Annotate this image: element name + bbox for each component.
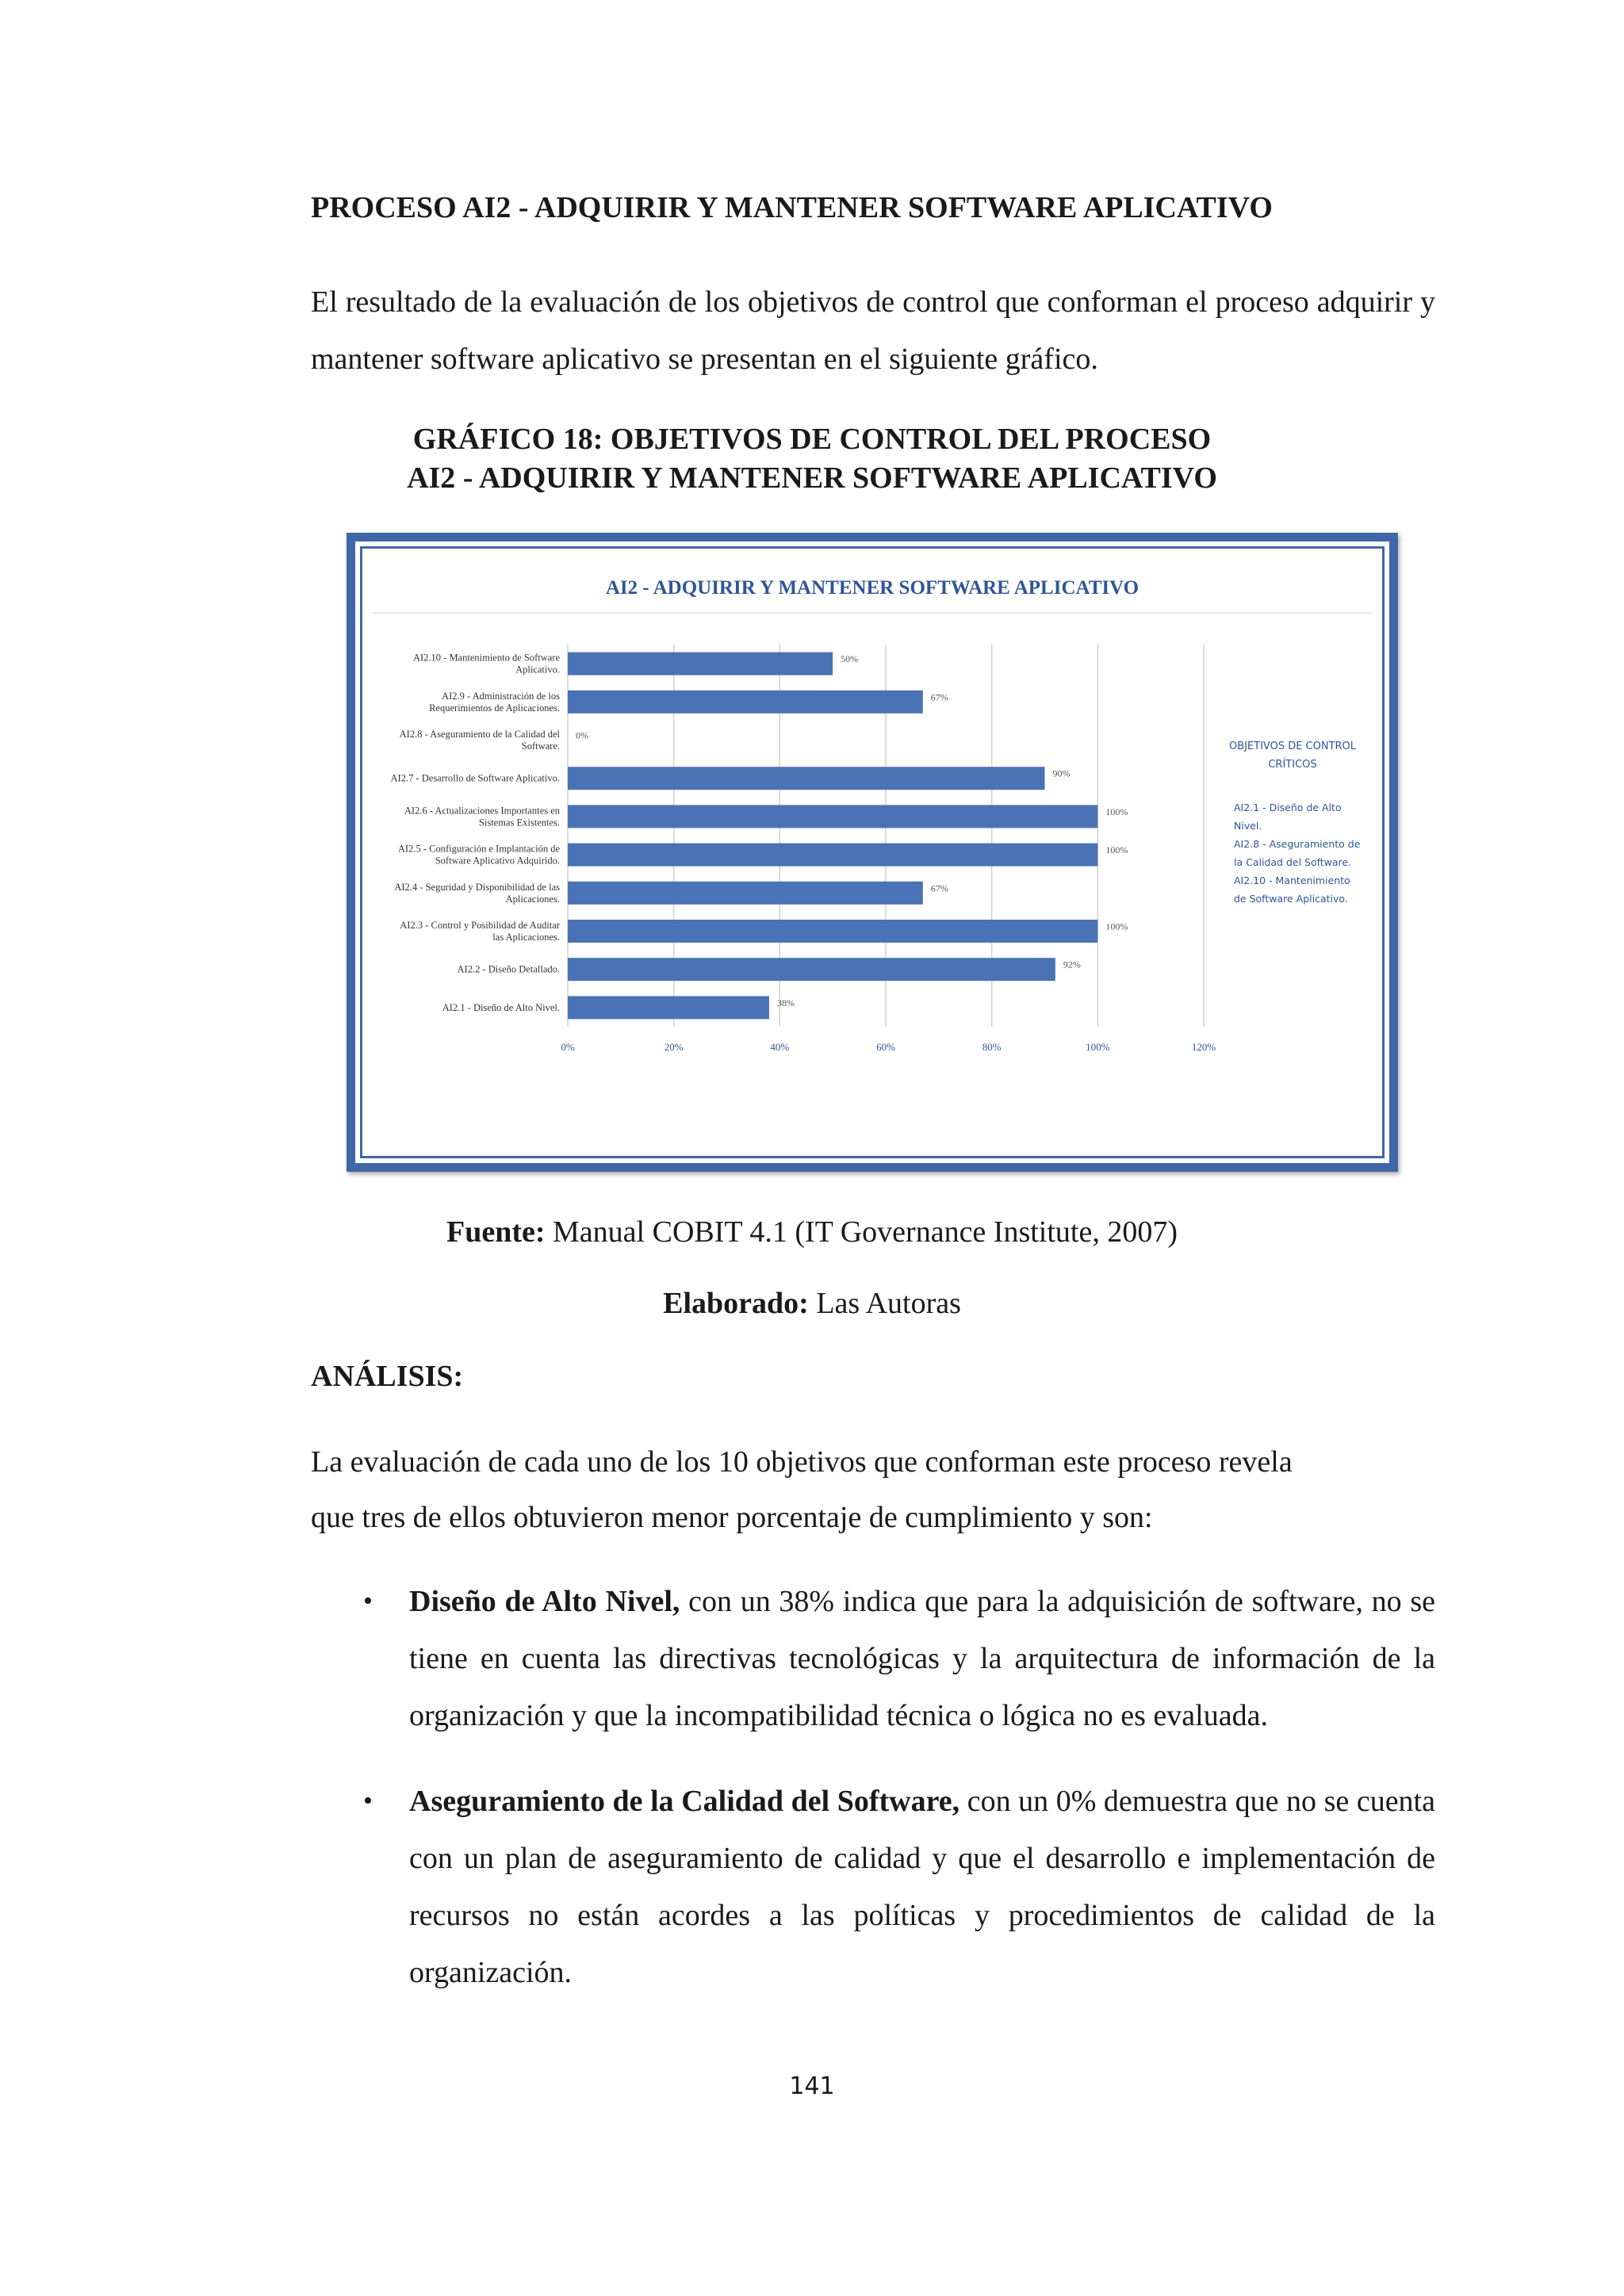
chart-title: AI2 - ADQUIRIR Y MANTENER SOFTWARE APLICATIVO: [605, 577, 1139, 599]
side-note-line: AI2.8 - Aseguramiento de: [1234, 838, 1361, 850]
category-label: AI2.9 - Administración de los: [442, 690, 560, 702]
category-label: AI2.2 - Diseño Detallado.: [457, 963, 560, 975]
bullet-item-diseno: [311, 1573, 1435, 1744]
bar: [568, 652, 833, 675]
chart-frame: [347, 533, 1398, 1172]
data-label: 100%: [1105, 920, 1128, 932]
x-tick-label: 120%: [1191, 1041, 1216, 1053]
bullet-bold: Aseguramiento de la Calidad del Software,: [409, 1785, 960, 1818]
data-label: 67%: [930, 882, 948, 894]
bar: [568, 958, 1055, 981]
data-label: 38%: [776, 997, 795, 1008]
category-label: AI2.8 - Aseguramiento de la Calidad del: [399, 729, 560, 740]
analysis-line-1: La evaluación de cada uno de los 10 objetivos que conforman este proceso revela: [311, 1445, 1293, 1479]
bullet-text: con un 38% indica que para la adquisición de software, no se tiene en cuenta las directivas tecnológicas y la arquitectura de información de la organización y que la incompatibilidad técnica o lógica no es evaluada.: [409, 1585, 1435, 1732]
bar: [568, 844, 1097, 867]
data-label: 67%: [930, 691, 948, 703]
category-label: Requerimientos de Aplicaciones.: [429, 702, 560, 714]
section-title: PROCESO AI2 - ADQUIRIR Y MANTENER SOFTWARE APLICATIVO: [311, 191, 1273, 224]
category-label: AI2.1 - Diseño de Alto Nivel.: [442, 1001, 560, 1013]
category-label: AI2.6 - Actualizaciones Importantes en: [404, 805, 560, 817]
category-label: Sistemas Existentes.: [478, 817, 560, 828]
bullet-list: [311, 1573, 1435, 2001]
x-tick-label: 20%: [664, 1041, 684, 1053]
prepared-label: Elaborado:: [663, 1287, 809, 1320]
figure-caption-line2: AI2 - ADQUIRIR Y MANTENER SOFTWARE APLICATIVO: [407, 461, 1217, 495]
x-tick-label: 0%: [561, 1041, 575, 1053]
category-label: AI2.4 - Seguridad y Disponibilidad de las: [394, 881, 560, 893]
category-label: AI2.7 - Desarrollo de Software Aplicativo.: [390, 772, 560, 784]
category-label: las Aplicaciones.: [492, 932, 560, 943]
side-note-line: Nivel.: [1234, 820, 1262, 832]
figure-caption-line1: GRÁFICO 18: OBJETIVOS DE CONTROL DEL PROCESO: [412, 423, 1212, 456]
category-label: Aplicativo.: [515, 664, 560, 675]
category-label: AI2.10 - Mantenimiento de Software: [412, 652, 560, 664]
figure-caption: [0, 420, 1624, 498]
category-label: AI2.3 - Control y Posibilidad de Auditar: [400, 920, 560, 931]
page-number: 141: [789, 2072, 835, 2100]
side-note-line: la Calidad del Software.: [1234, 856, 1352, 868]
analysis-line-2: que tres de ellos obtuvieron menor porcentaje de cumplimiento y son:: [311, 1501, 1153, 1534]
source-label: Fuente:: [446, 1215, 546, 1249]
category-label: Aplicaciones.: [505, 893, 560, 905]
prepared-line: [0, 1286, 1624, 1321]
side-note-heading: CRÍTICOS: [1268, 759, 1317, 771]
bar: [568, 691, 923, 714]
bar-chart: [355, 541, 1389, 1163]
source-text: Manual COBIT 4.1 (IT Governance Institute, 2007): [545, 1215, 1178, 1249]
x-tick-label: 100%: [1086, 1041, 1110, 1053]
data-label: 50%: [841, 653, 859, 665]
side-note-line: AI2.1 - Diseño de Alto: [1234, 802, 1342, 813]
category-label: Software.: [521, 740, 560, 752]
bullet-icon: •: [363, 1786, 373, 1816]
bullet-item-aseguramiento: [311, 1773, 1435, 2001]
bullet-icon: •: [363, 1586, 373, 1616]
bar: [568, 996, 769, 1019]
data-label: 0%: [576, 729, 588, 741]
side-note-heading: OBJETIVOS DE CONTROL: [1228, 740, 1357, 752]
category-label: AI2.5 - Configuración e Implantación de: [397, 843, 560, 855]
intro-paragraph: El resultado de la evaluación de los objetivos de control que conforman el proceso adquirir y mantener software aplicativo se presentan en el siguiente gráfico.: [311, 285, 1435, 376]
side-note-line: AI2.10 - Mantenimiento: [1234, 874, 1350, 886]
source-line: [0, 1215, 1624, 1249]
bar: [568, 767, 1045, 790]
x-tick-label: 40%: [770, 1041, 790, 1053]
bar: [568, 805, 1097, 828]
side-note-line: de Software Aplicativo.: [1234, 893, 1348, 905]
bullet-text: con un 0% demuestra que no se cuenta con un plan de aseguramiento de calidad y que el desarrollo e implementación de recursos no están acordes a las políticas y procedimientos de calidad de la organización.: [409, 1785, 1435, 1989]
analysis-heading: ANÁLISIS:: [311, 1360, 464, 1393]
data-label: 100%: [1105, 844, 1128, 856]
bar: [568, 920, 1097, 943]
x-tick-label: 60%: [876, 1041, 895, 1053]
category-label: Software Aplicativo Adquirido.: [435, 855, 560, 867]
data-label: 90%: [1052, 767, 1071, 779]
bar: [568, 882, 923, 905]
prepared-text: Las Autoras: [808, 1287, 961, 1320]
data-label: 100%: [1105, 806, 1128, 817]
data-label: 92%: [1063, 959, 1081, 970]
x-tick-label: 80%: [982, 1041, 1002, 1053]
bullet-bold: Diseño de Alto Nivel,: [409, 1585, 680, 1618]
